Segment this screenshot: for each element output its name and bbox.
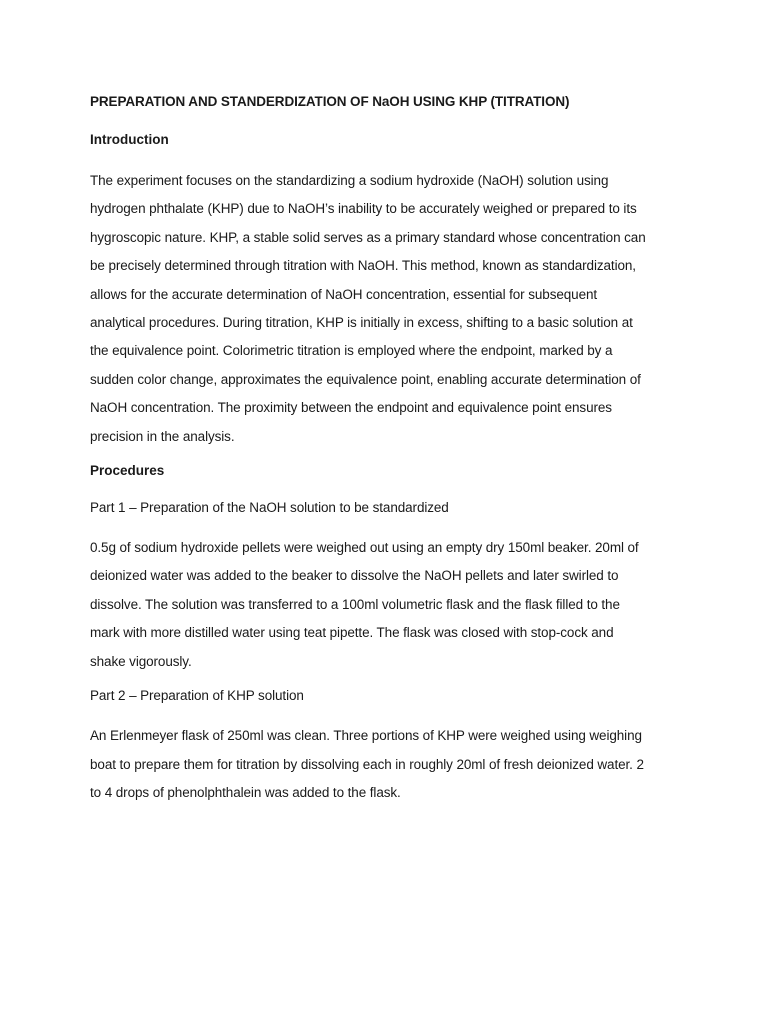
paragraph-line: mark with more distilled water using teat pipette. The flask was closed with stop-cock and [90, 625, 614, 641]
introduction-paragraph [90, 167, 690, 451]
procedures-heading: Procedures [90, 463, 165, 479]
paragraph-line: allows for the accurate determination of NaOH concentration, essential for subsequent [90, 286, 598, 302]
paragraph-line: analytical procedures. During titration, KHP is initially in excess, shifting to a basic solution at [90, 315, 633, 331]
paragraph-line: precision in the analysis. [90, 428, 235, 444]
paragraph-line: deionized water was added to the beaker to dissolve the NaOH pellets and later swirled to [90, 568, 619, 584]
part1-paragraph [90, 534, 690, 676]
paragraph-line: hydrogen phthalate (KHP) due to NaOH’s inability to be accurately weighed or prepared to its [90, 201, 637, 217]
paragraph-line: dissolve. The solution was transferred to a 100ml volumetric flask and the flask filled to the [90, 596, 620, 612]
part2-heading: Part 2 – Preparation of KHP solution [90, 688, 304, 704]
paragraph-line: An Erlenmeyer flask of 250ml was clean. Three portions of KHP were weighed using weighing [90, 728, 642, 744]
paragraph-line: to 4 drops of phenolphthalein was added to the flask. [90, 784, 401, 800]
document-title: PREPARATION AND STANDERDIZATION OF NaOH USING KHP (TITRATION) [90, 94, 570, 109]
paragraph-line: sudden color change, approximates the equivalence point, enabling accurate determination of [90, 371, 641, 387]
paragraph-line: be precisely determined through titration with NaOH. This method, known as standardization, [90, 258, 636, 274]
paragraph-line: the equivalence point. Colorimetric titration is employed where the endpoint, marked by a [90, 343, 613, 359]
paragraph-line: hygroscopic nature. KHP, a stable solid serves as a primary standard whose concentration can [90, 229, 646, 245]
part1-heading: Part 1 – Preparation of the NaOH solution to be standardized [90, 500, 449, 516]
paragraph-line: The experiment focuses on the standardizing a sodium hydroxide (NaOH) solution using [90, 173, 609, 188]
introduction-heading: Introduction [90, 132, 169, 147]
part2-paragraph [90, 722, 690, 807]
paragraph-line: 0.5g of sodium hydroxide pellets were weighed out using an empty dry 150ml beaker. 20ml of [90, 540, 639, 556]
document-body [90, 92, 690, 817]
paragraph-line: boat to prepare them for titration by dissolving each in roughly 20ml of fresh deionized water. 2 [90, 756, 644, 772]
paragraph-line: NaOH concentration. The proximity between the endpoint and equivalence point ensures [90, 400, 612, 416]
paragraph-line: shake vigorously. [90, 653, 192, 669]
